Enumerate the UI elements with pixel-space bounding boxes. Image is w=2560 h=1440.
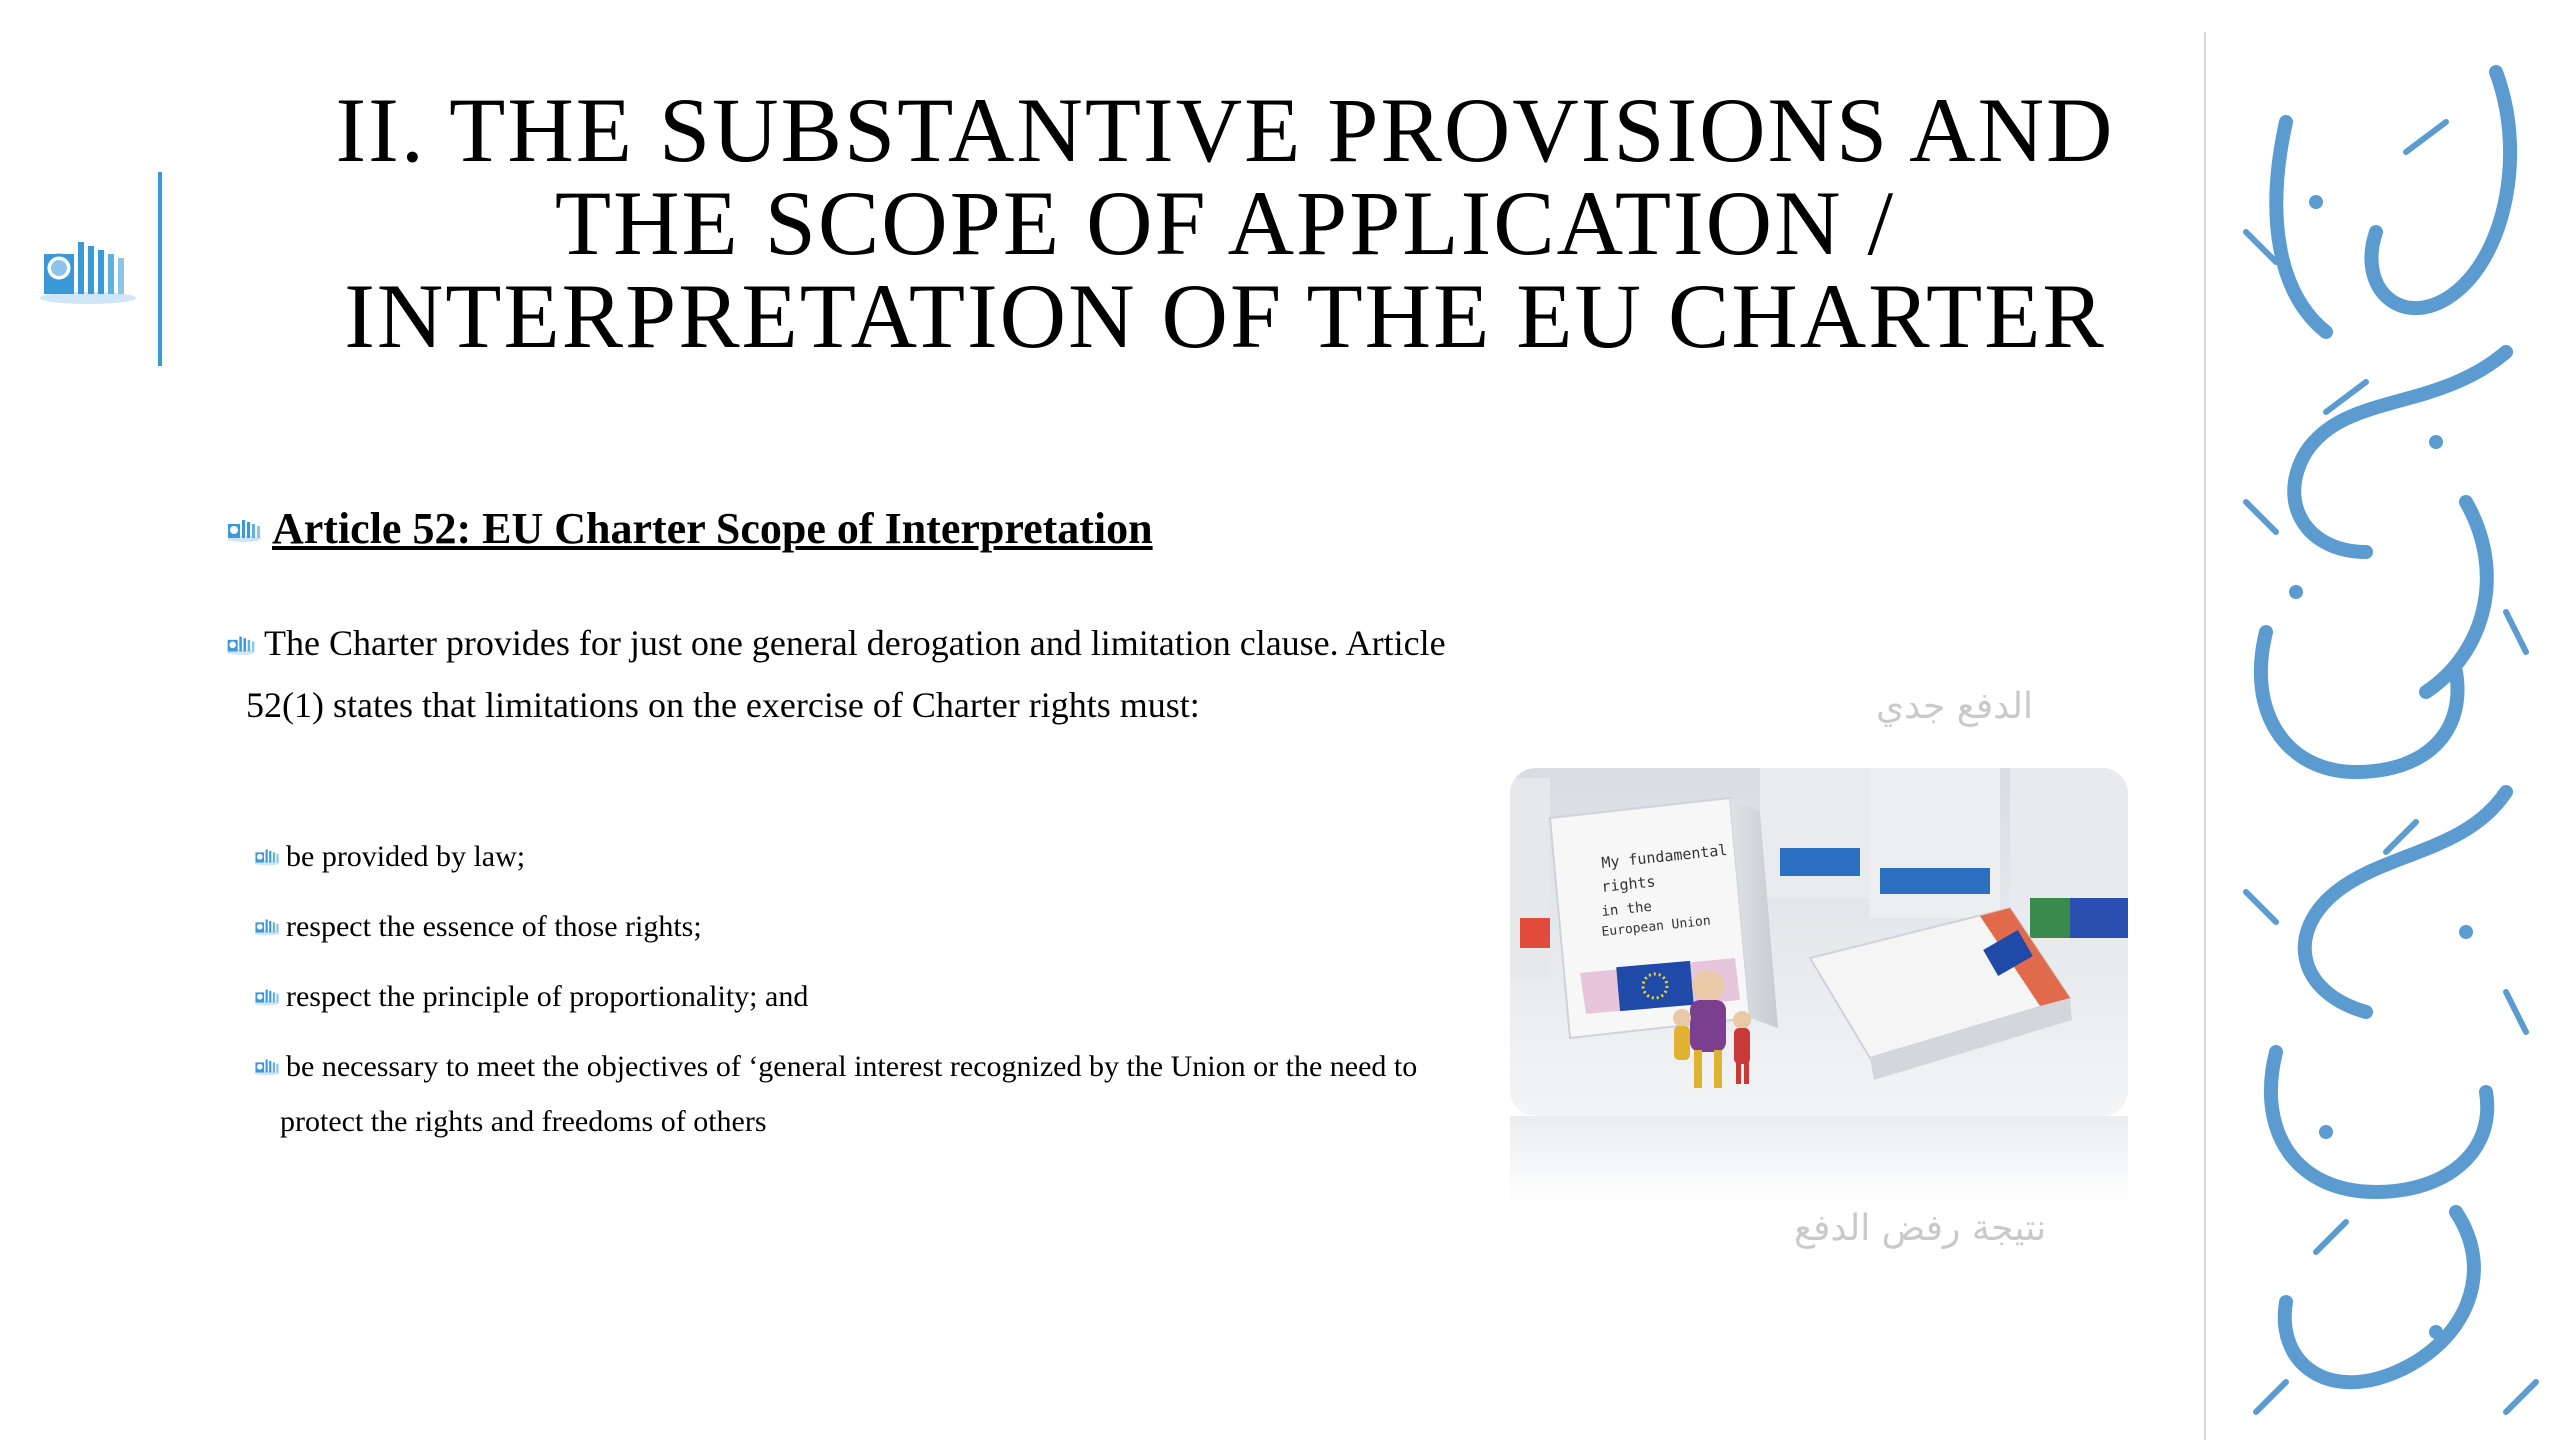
intro-line-1: The Charter provides for just one general derogation and limitation clause. Article (264, 623, 1446, 663)
booklet-title-line: European Union (1600, 913, 1712, 940)
list-item (254, 980, 808, 1014)
image-caption-top: الدفع جدي (1876, 686, 2034, 727)
arabic-calligraphy-decoration-icon (2206, 32, 2560, 1440)
article-heading (226, 503, 1153, 554)
small-building-bullet-icon (254, 846, 280, 866)
small-building-bullet-icon (226, 633, 256, 655)
list-item-text: be necessary to meet the objectives of ‘general interest recognized by the Union or the need to (286, 1050, 1418, 1083)
fundamental-rights-booklets-image (1510, 768, 2128, 1116)
booklet-title-line: in the (1600, 898, 1653, 920)
list-item (254, 1050, 1417, 1084)
image-reflection (1510, 1116, 2128, 1206)
list-item-text: respect the essence of those rights; (286, 910, 702, 943)
title-line-2: THE SCOPE OF APPLICATION / (554, 172, 1896, 274)
booklet-title-line: rights (1600, 872, 1657, 896)
slide-title (270, 79, 2180, 367)
list-item (254, 910, 702, 944)
small-building-bullet-icon (254, 916, 280, 936)
small-building-bullet-icon (254, 986, 280, 1006)
intro-line-2: 52(1) states that limitations on the exercise of Charter rights must: (246, 685, 1200, 725)
list-item-text: respect the principle of proportionality; and (286, 980, 809, 1013)
university-building-logo-icon (38, 236, 138, 308)
image-caption-bottom: نتيجة رفض الدفع (1794, 1208, 2047, 1249)
title-line-1: II. THE SUBSTANTIVE PROVISIONS AND (335, 79, 2115, 181)
intro-paragraph (226, 612, 1526, 736)
list-item-text: be provided by law; (286, 840, 526, 873)
small-building-bullet-icon (254, 1056, 280, 1076)
small-building-bullet-icon (226, 516, 262, 542)
list-item-continuation: protect the rights and freedoms of others (280, 1105, 767, 1138)
title-line-3: INTERPRETATION OF THE EU CHARTER (344, 265, 2106, 367)
logo-divider-rule (158, 172, 162, 366)
booklet-title-line: My fundamental (1600, 840, 1729, 872)
list-item (254, 840, 525, 874)
article-heading-text: Article 52: EU Charter Scope of Interpretation (272, 504, 1153, 553)
